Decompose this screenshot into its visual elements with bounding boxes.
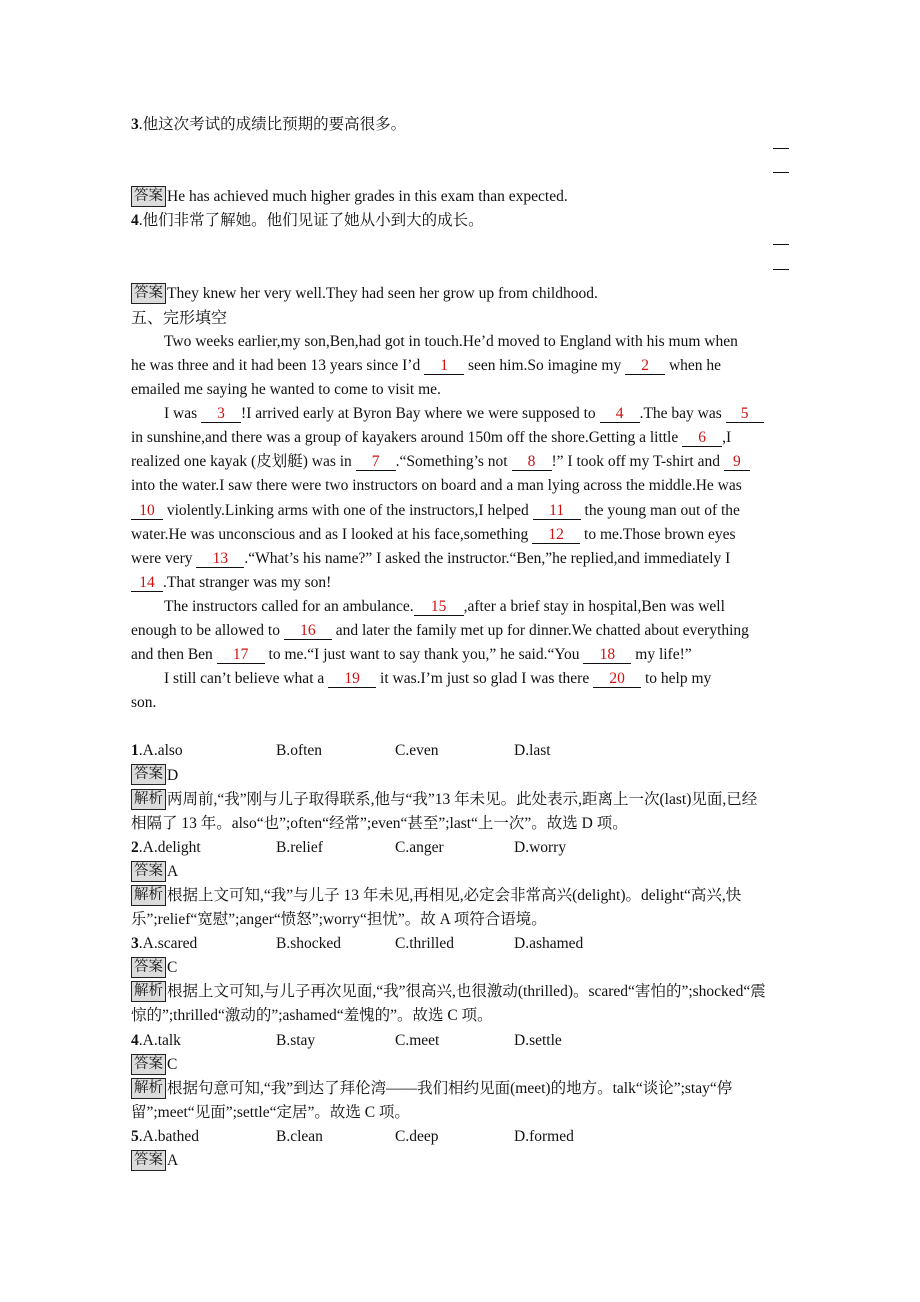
section-title: 五、完形填空 <box>131 307 228 327</box>
analysis-tag: 解析 <box>131 789 166 810</box>
analysis-text: 根据句意可知,“我”到达了拜伦湾——我们相约见面(meet)的地方。talk“谈论”;stay“停 <box>167 1079 733 1097</box>
analysis-row <box>131 908 789 932</box>
passage-line: son. <box>131 694 157 712</box>
document-page <box>131 113 789 1173</box>
question-4 <box>131 209 789 233</box>
passage-line: enough to be allowed to 16 and later the family met up for dinner.We chatted about everything <box>131 621 749 639</box>
passage-line: emailed me saying he wanted to come to visit me. <box>131 381 441 399</box>
question-text: .他这次考试的成绩比预期的要高很多。 <box>138 116 407 133</box>
dash-mark <box>773 244 789 245</box>
passage-line: he was three and it had been 13 years since I’d 1 seen him.So imagine my 2 when he <box>131 356 722 374</box>
item-3-options: 3.A.scared B.shocked C.thrilled D.ashamed <box>131 935 584 953</box>
answer-row <box>131 860 789 884</box>
blank-10: 10 <box>131 502 163 520</box>
question-3 <box>131 113 789 137</box>
question-text: .他们非常了解她。他们见证了她从小到大的成长。 <box>138 212 484 230</box>
answer-tag: 答案 <box>131 1150 166 1171</box>
analysis-text: 留”;meet“见面”;settle“定居”。故选 C 项。 <box>131 1103 410 1121</box>
passage-line: into the water.I saw there were two instructors on board and a man lying across the middle.He was <box>131 477 742 495</box>
answer-line <box>131 233 789 257</box>
answer-row <box>131 956 789 980</box>
analysis-row <box>131 1101 789 1125</box>
blank-1: 1 <box>424 357 464 375</box>
passage-line: realized one kayak (皮划艇) was in 7 .“Something’s not 8 !” I took off my T-shirt and 9 <box>131 450 789 474</box>
analysis-text: 惊的”;thrilled“激动的”;ashamed“羞愧的”。故选 C 项。 <box>131 1007 493 1025</box>
passage-line: in sunshine,and there was a group of kayakers around 150m off the shore.Getting a little 6 ,I <box>131 429 732 447</box>
analysis-row <box>131 1004 789 1028</box>
analysis-text: 两周前,“我”刚与儿子取得联系,他与“我”13 年未见。此处表示,距离上一次(last)见面,已经 <box>167 790 758 808</box>
answer-text: He has achieved much higher grades in this exam than expected. <box>167 188 568 206</box>
blank-11: 11 <box>533 502 581 520</box>
answer-line <box>131 258 789 282</box>
answer-row <box>131 1053 789 1077</box>
answer-text: C <box>167 1055 178 1073</box>
item-5-options: 5.A.bathed B.clean C.deep D.formed <box>131 1127 574 1145</box>
item-2-options: 2.A.delight B.relief C.anger D.worry <box>131 838 567 856</box>
blank-13: 13 <box>196 550 244 568</box>
analysis-row <box>131 980 789 1004</box>
passage-line: 14 .That stranger was my son! <box>131 571 789 595</box>
answer-row <box>131 1149 789 1173</box>
answer-tag: 答案 <box>131 1054 166 1075</box>
passage-line: Two weeks earlier,my son,Ben,had got in touch.He’d moved to England with his mum when <box>164 332 738 350</box>
blank-7: 7 <box>356 453 396 471</box>
analysis-tag: 解析 <box>131 981 166 1002</box>
dash-mark <box>773 148 789 149</box>
analysis-text: 相隔了 13 年。also“也”;often“经常”;even“甚至”;last“上一次”。故选 D 项。 <box>131 814 628 832</box>
analysis-row <box>131 1077 789 1101</box>
analysis-row <box>131 812 789 836</box>
blank-15: 15 <box>414 598 464 616</box>
answer-row <box>131 282 789 306</box>
question-number: 4 <box>131 212 139 230</box>
passage-line: I was 3 !I arrived early at Byron Bay where we were supposed to 4 .The bay was 5 <box>131 402 789 426</box>
passage-line: The instructors called for an ambulance. 15 ,after a brief stay in hospital,Ben was well <box>164 597 725 615</box>
answer-tag: 答案 <box>131 186 166 207</box>
answer-tag: 答案 <box>131 861 166 882</box>
passage-line: water.He was unconscious and as I looked at his face,something 12 to me.Those brown eyes <box>131 525 736 543</box>
answer-tag: 答案 <box>131 957 166 978</box>
blank-19: 19 <box>328 670 376 688</box>
blank-5: 5 <box>726 405 764 423</box>
answer-tag: 答案 <box>131 283 166 304</box>
blank-20: 20 <box>593 670 641 688</box>
blank-18: 18 <box>583 646 631 664</box>
answer-row <box>131 764 789 788</box>
answer-text: They knew her very well.They had seen her grow up from childhood. <box>167 284 598 302</box>
item-1-options: 1.A.also B.often C.even D.last <box>131 742 551 760</box>
blank-17: 17 <box>217 646 265 664</box>
analysis-row <box>131 884 789 908</box>
passage-line: 10 violently.Linking arms with one of the instructors,I helped 11 the young man out of the <box>131 499 789 523</box>
answer-line <box>131 161 789 185</box>
spacer <box>131 715 789 739</box>
dash-mark <box>773 269 789 270</box>
analysis-text: 根据上文可知,“我”与儿子 13 年未见,再相见,必定会非常高兴(delight)。delight“高兴,快 <box>167 887 742 904</box>
blank-8: 8 <box>512 453 552 471</box>
item-4-options: 4.A.talk B.stay C.meet D.settle <box>131 1031 562 1049</box>
analysis-row <box>131 788 789 812</box>
answer-text: D <box>167 766 179 784</box>
blank-2: 2 <box>625 357 665 375</box>
answer-row <box>131 185 789 209</box>
analysis-text: 根据上文可知,与儿子再次见面,“我”很高兴,也很激动(thrilled)。scared“害怕的”;shocked“震 <box>167 983 766 1001</box>
analysis-text: 乐”;relief“宽慰”;anger“愤怒”;worry“担忧”。故 A 项符合语境。 <box>131 911 547 929</box>
blank-16: 16 <box>284 622 332 640</box>
blank-14: 14 <box>131 574 163 592</box>
blank-9: 9 <box>724 453 750 471</box>
blank-12: 12 <box>532 526 580 544</box>
answer-line <box>131 137 789 161</box>
question-number: 3 <box>131 116 139 133</box>
dash-mark <box>773 172 789 173</box>
passage-line: and then Ben 17 to me.“I just want to say thank you,” he said.“You 18 my life!” <box>131 646 692 664</box>
passage-line: I still can’t believe what a 19 it was.I’m just so glad I was there 20 to help my <box>164 670 712 688</box>
answer-text: A <box>167 1152 179 1170</box>
answer-text: C <box>167 959 178 977</box>
blank-4: 4 <box>600 405 640 423</box>
answer-text: A <box>167 862 179 880</box>
answer-tag: 答案 <box>131 764 166 785</box>
analysis-tag: 解析 <box>131 885 166 906</box>
blank-6: 6 <box>682 429 722 447</box>
blank-3: 3 <box>201 405 241 423</box>
passage-line: were very 13 .“What’s his name?” I asked the instructor.“Ben,”he replied,and immediately I <box>131 549 731 567</box>
analysis-tag: 解析 <box>131 1078 166 1099</box>
